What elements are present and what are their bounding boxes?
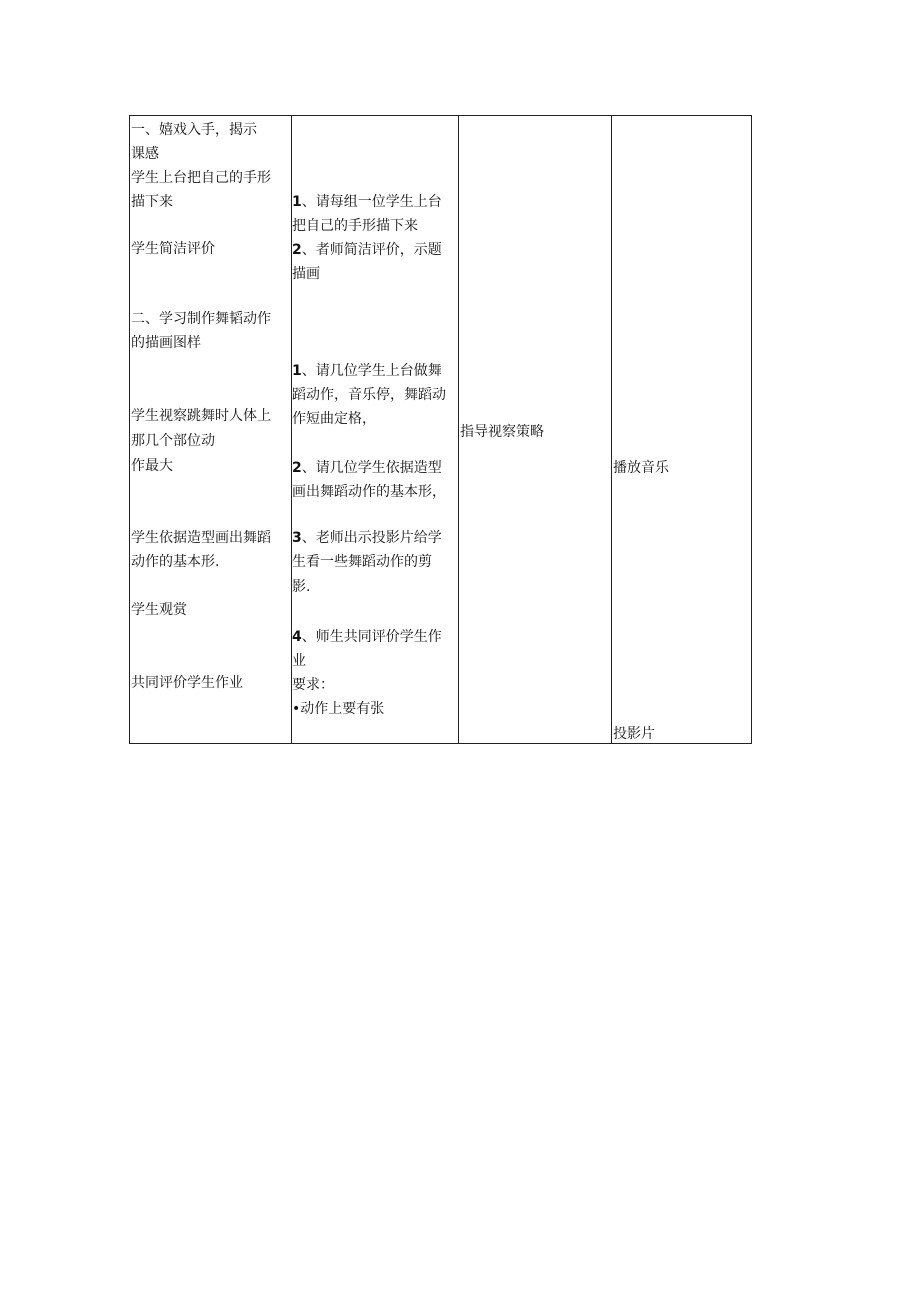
intro-heading-line1: 一、嬉戏入手，揭示 bbox=[131, 122, 257, 138]
dance-step4-line1: 4、师生共同评价学生作 bbox=[292, 629, 442, 645]
student-observe-line1: 学生视察跳舞时人体上 bbox=[131, 408, 271, 424]
student-trace-line1: 学生上台把自己的手形 bbox=[131, 170, 271, 186]
step2-eval-line2: 描画 bbox=[292, 266, 320, 282]
column-divider-3 bbox=[611, 116, 612, 743]
column-divider-1 bbox=[291, 116, 292, 743]
dance-step1-line2: 蹈动作，音乐停，舞蹈动 bbox=[292, 387, 446, 403]
dance-step2-line1: 2、请几位学生依据造型 bbox=[292, 460, 442, 476]
step1-trace-line2: 把自己的手形描下来 bbox=[292, 218, 418, 234]
intro-heading-line2: 课感 bbox=[131, 146, 159, 162]
student-draw-line1: 学生依据造型画出舞蹈 bbox=[131, 530, 271, 546]
learn-heading-line2: 的描画图样 bbox=[131, 335, 201, 351]
column-divider-2 bbox=[458, 116, 459, 743]
dance-step3-line2: 生看一些舞蹈动作的剪 bbox=[292, 554, 432, 570]
requirement-bullet: •动作上要有张 bbox=[292, 701, 385, 717]
student-observe-line3: 作最大 bbox=[131, 458, 173, 474]
student-eval: 学生简洁评价 bbox=[131, 241, 215, 257]
student-trace-line2: 描下来 bbox=[131, 194, 173, 210]
student-watch: 学生观赏 bbox=[131, 602, 187, 618]
dance-step3-line3: 影. bbox=[292, 579, 311, 595]
dance-step1-line3: 作短曲定格， bbox=[292, 411, 376, 427]
slide-projector: 投影片 bbox=[613, 726, 655, 742]
guide-strategy: 指导视察策略 bbox=[460, 424, 544, 440]
dance-step2-line2: 画出舞蹈动作的基本形， bbox=[292, 484, 446, 500]
step1-trace-line1: 1、请每组一位学生上台 bbox=[292, 194, 442, 210]
dance-step1-line1: 1、请几位学生上台做舞 bbox=[292, 363, 442, 379]
student-observe-line2: 那几个部位动 bbox=[131, 433, 215, 449]
requirement-label: 要求： bbox=[292, 677, 334, 693]
learn-heading-line1: 二、学习制作舞韬动作 bbox=[131, 311, 271, 327]
student-draw-line2: 动作的基本形. bbox=[131, 554, 220, 570]
joint-eval: 共同评价学生作业 bbox=[131, 675, 243, 691]
dance-step3-line1: 3、老师出示投影片给学 bbox=[292, 530, 442, 546]
play-music: 播放音乐 bbox=[613, 460, 669, 476]
dance-step4-line2: 业 bbox=[292, 653, 306, 669]
step2-eval-line1: 2、者师简洁评价，示题 bbox=[292, 242, 442, 258]
